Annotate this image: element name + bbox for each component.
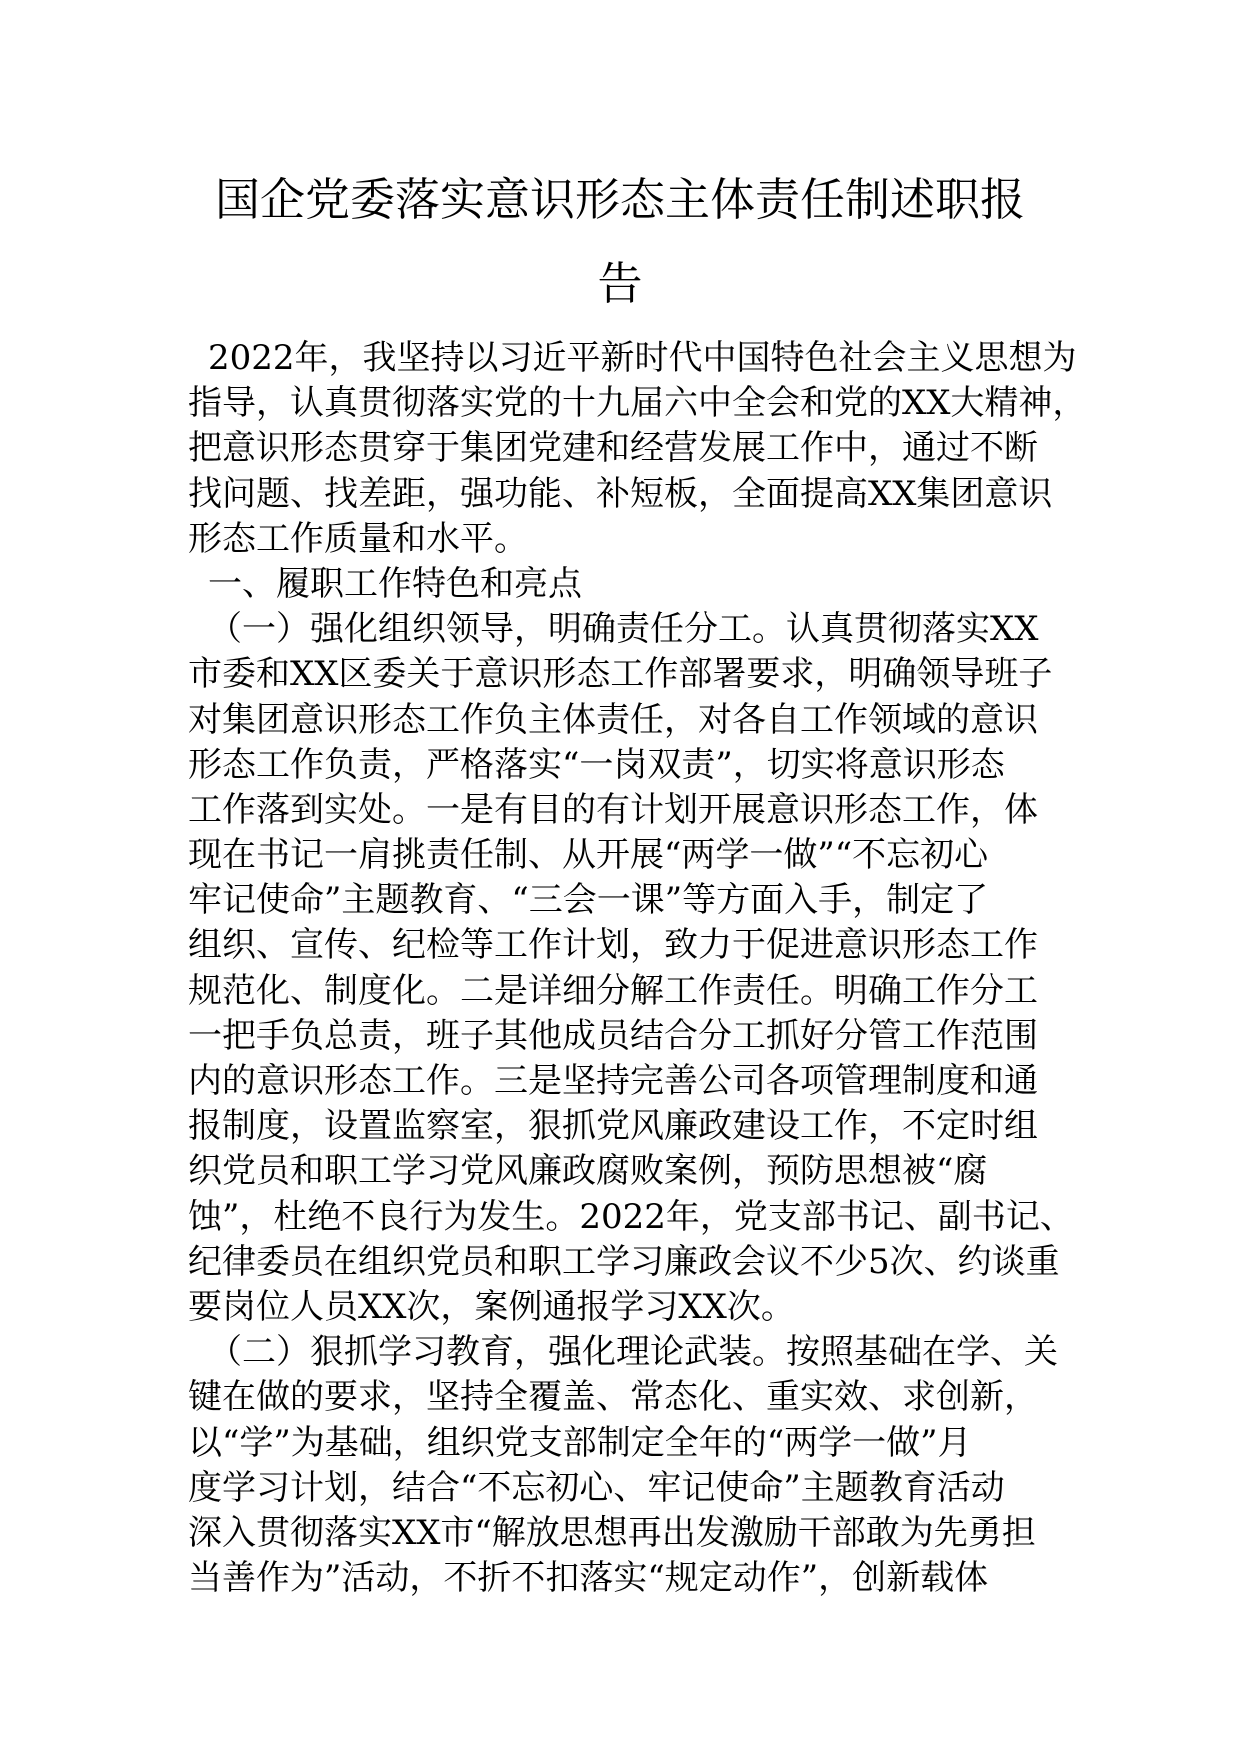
body-line: 纪律委员在组织党员和职工学习廉政会议不少5次、约谈重: [188, 1241, 1060, 1282]
body-line: 指导，认真贯彻落实党的十九届六中全会和党的XX大精神，: [188, 383, 1087, 424]
body-line: 深入贯彻落实XX市“解放思想再出发激励干部敢为先勇担: [188, 1512, 1036, 1553]
body-line: 找问题、找差距，强功能、补短板，全面提高XX集团意识: [188, 473, 1053, 514]
body-line: 一把手负总责，班子其他成员结合分工抓好分管工作范围: [188, 1015, 1038, 1056]
body-line: 市委和XX区委关于意识形态工作部署要求，明确领导班子: [188, 654, 1053, 695]
body-line: 度学习计划，结合“不忘初心、牢记使命”主题教育活动: [188, 1467, 1005, 1508]
document-title-line-2: 告: [597, 257, 643, 310]
document-body: [188, 336, 1087, 1601]
body-line: 以“学”为基础，组织党支部制定全年的“两学一做”月: [188, 1422, 972, 1463]
body-line: 蚀”，杜绝不良行为发生。2022年，党支部书记、副书记、: [188, 1196, 1074, 1237]
body-line: 当善作为”活动，不折不扣落实“规定动作”，创新载体: [188, 1558, 989, 1599]
body-line: 现在书记一肩挑责任制、从开展“两学一做”“不忘初心: [188, 835, 989, 876]
body-line: 键在做的要求，坚持全覆盖、常态化、重实效、求创新，: [188, 1377, 1038, 1418]
body-line: 报制度，设置监察室，狠抓党风廉政建设工作，不定时组: [188, 1106, 1038, 1147]
body-line: 规范化、制度化。二是详细分解工作责任。明确工作分工: [188, 970, 1038, 1011]
document-title-line-1: 国企党委落实意识形态主体责任制述职报: [214, 173, 1025, 226]
section-heading: 一、履职工作特色和亮点: [208, 563, 582, 604]
body-line: 形态工作负责，严格落实“一岗双责”，切实将意识形态: [188, 744, 1005, 785]
body-line: （二）狠抓学习教育，强化理论武装。按照基础在学、关: [208, 1332, 1058, 1373]
body-line: 形态工作质量和水平。: [188, 518, 528, 559]
body-line: 牢记使命”主题教育、“三会一课”等方面入手，制定了: [188, 880, 989, 921]
body-line: 2022年，我坚持以习近平新时代中国特色社会主义思想为: [208, 338, 1077, 378]
body-line: （一）强化组织领导，明确责任分工。认真贯彻落实XX: [208, 609, 1039, 650]
body-line: 把意识形态贯穿于集团党建和经营发展工作中，通过不断: [188, 428, 1038, 469]
body-line: 织党员和职工学习党风廉政腐败案例，预防思想被“腐: [188, 1151, 988, 1192]
body-line: 对集团意识形态工作负主体责任，对各自工作领域的意识: [188, 699, 1038, 740]
body-line: 要岗位人员XX次，案例通报学习XX次。: [188, 1286, 795, 1327]
body-line: 内的意识形态工作。三是坚持完善公司各项管理制度和通: [188, 1061, 1038, 1101]
body-line: 工作落到实处。一是有目的有计划开展意识形态工作，体: [188, 789, 1038, 830]
body-line: 组织、宣传、纪检等工作计划，致力于促进意识形态工作: [188, 925, 1038, 966]
